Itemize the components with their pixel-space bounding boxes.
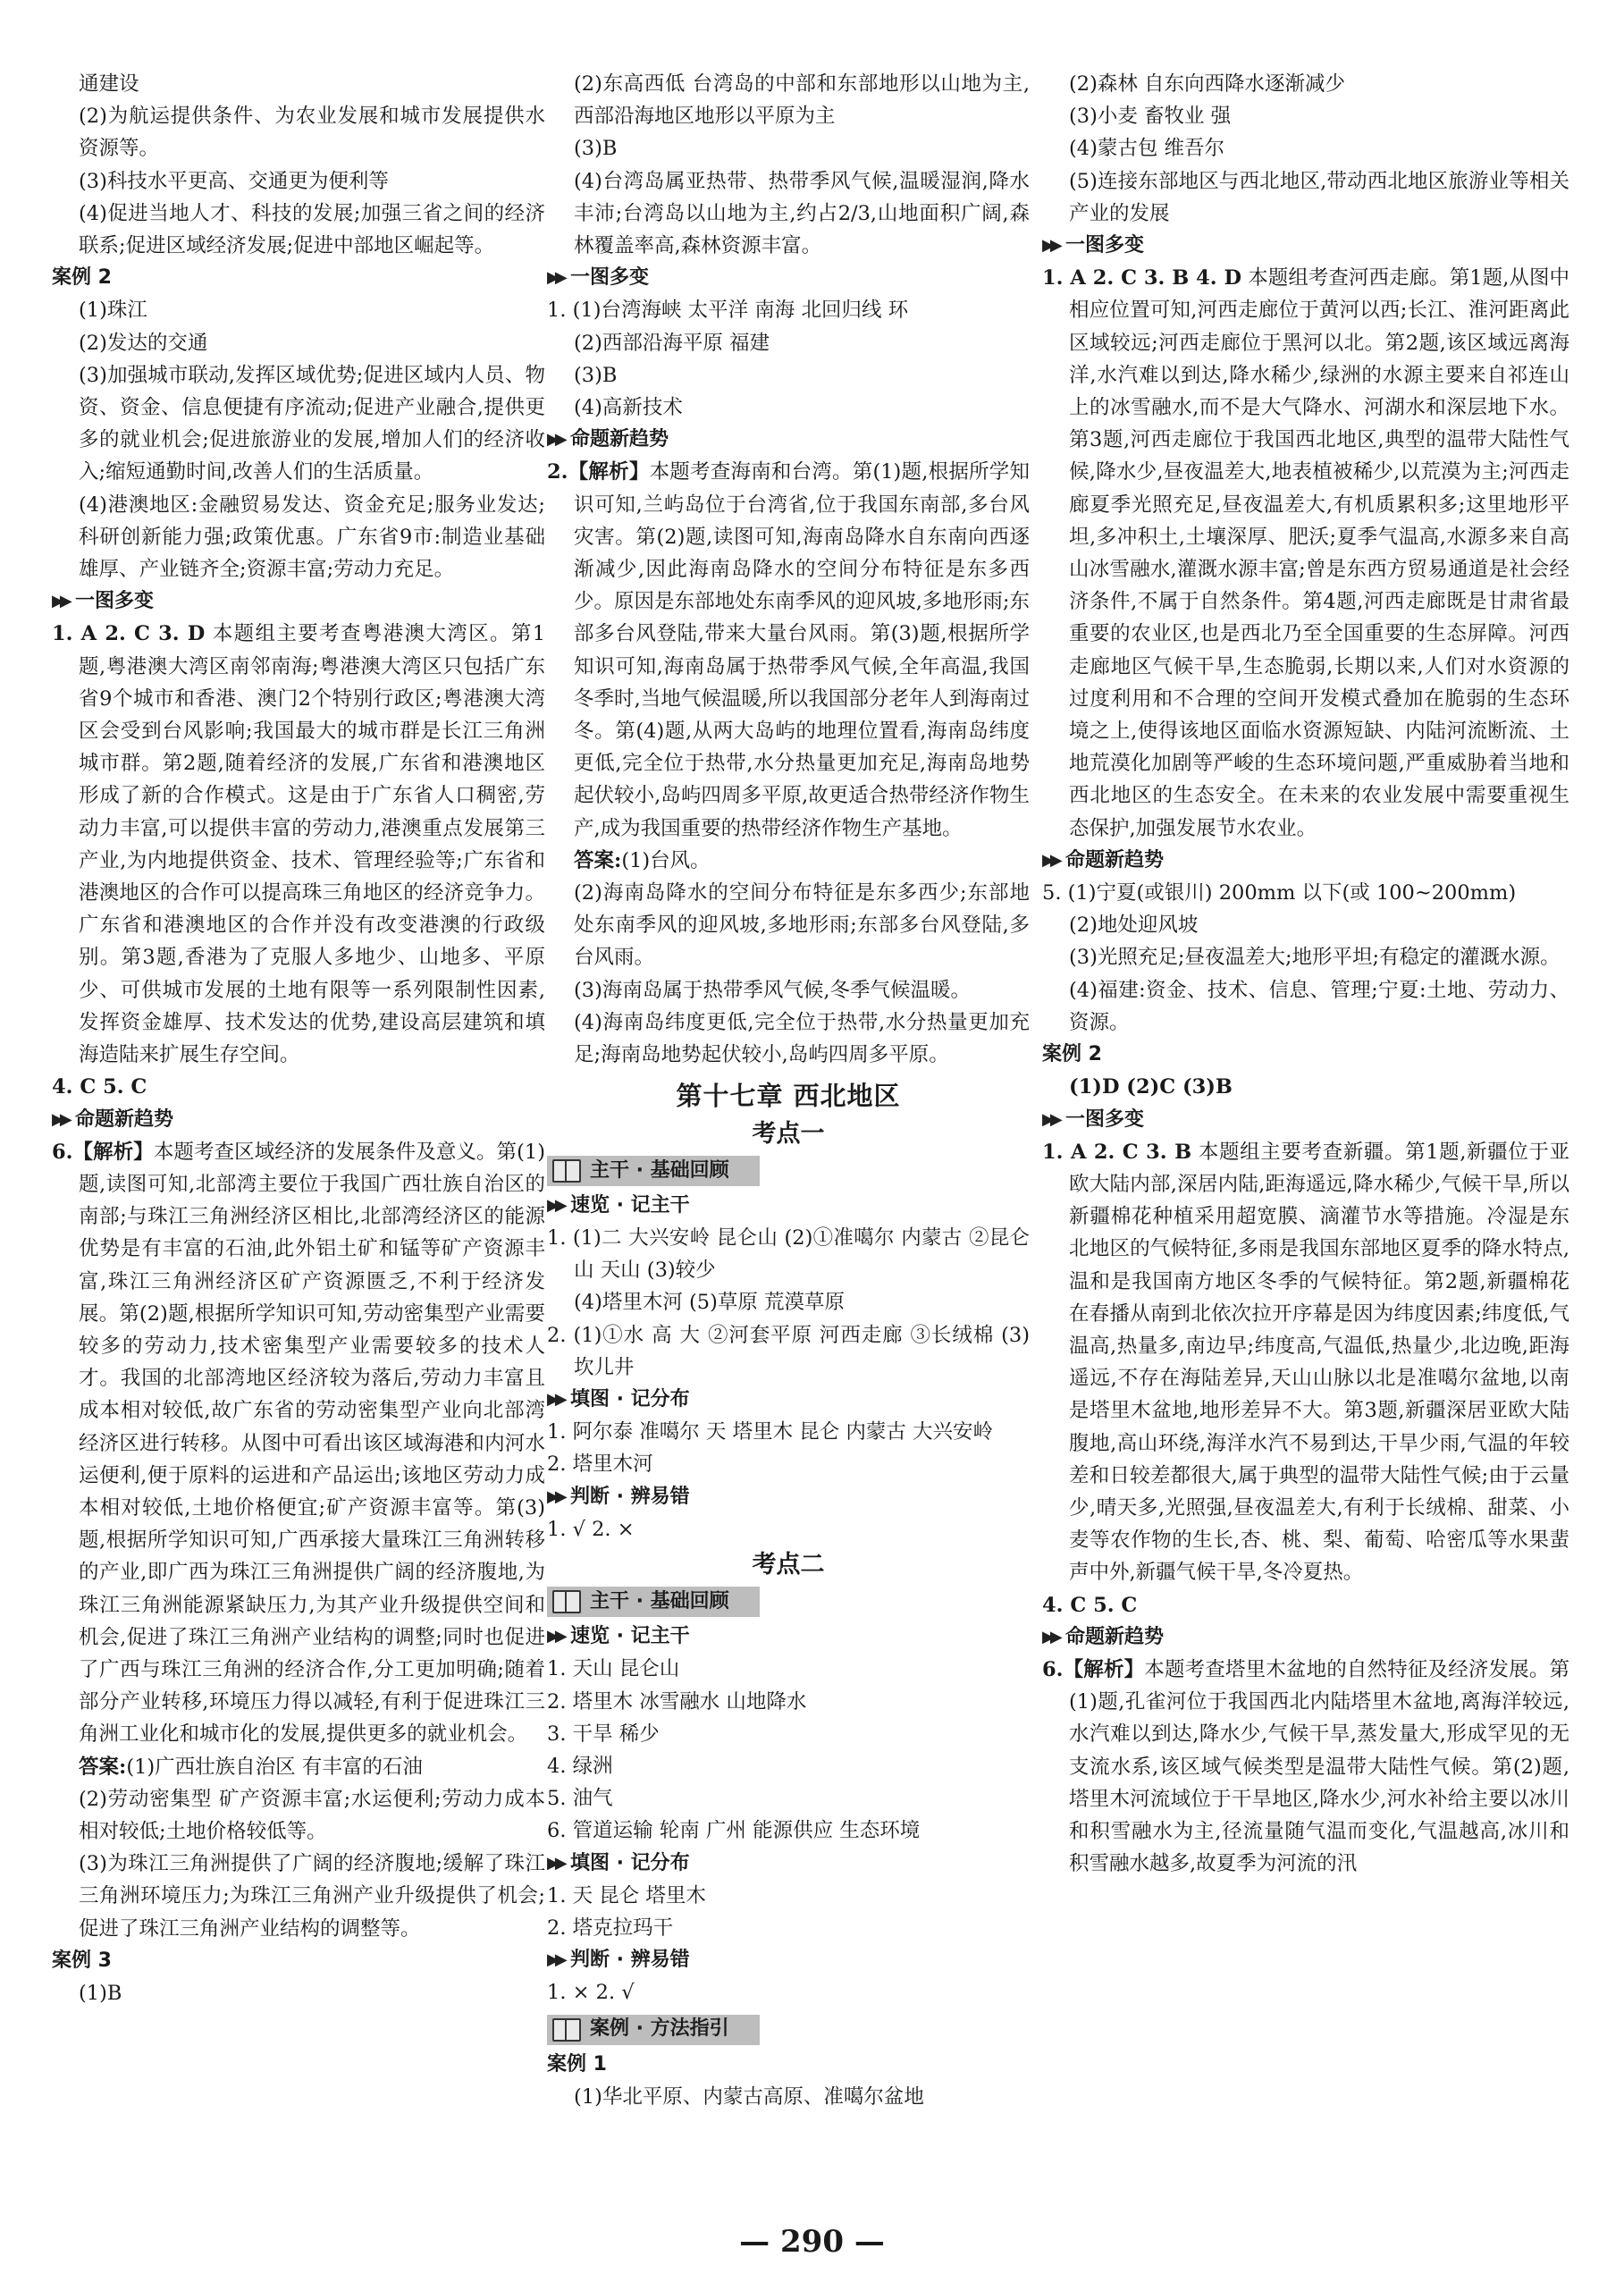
text-line: (4)海南岛纬度更低,完全位于热带,水分热量更加充足;海南岛地势起伏较小,岛屿四周多平原。	[574, 1010, 1030, 1067]
text-line: (5)连接东部地区与西北地区,带动西北地区旅游业等相关产业的发展	[1069, 169, 1569, 225]
double-arrow-icon: ▶▶	[52, 1109, 68, 1129]
answer-item: 1. (1)台湾海峡 太平洋 南海 北回归线 环	[547, 299, 909, 323]
text-line: (3)为珠江三角洲提供了广阔的经济腹地;缓解了珠江三角洲环境压力;为珠江三角洲产业升级提供了机会;促进了珠江三角洲产业结构的调整等。	[79, 1852, 545, 1941]
text-line: (2)发达的交通	[79, 331, 208, 355]
book-icon	[552, 2018, 581, 2042]
section-heading: ▶▶ 填图 · 记分布	[547, 1848, 1030, 1880]
answer-item: 2. (1)①水 高 大 ②河套平原 河西走廊 ③长绒棉 (3)坎儿井	[547, 1323, 1030, 1379]
text-line: (4)塔里木河 (5)草原 荒漠草原	[574, 1291, 846, 1315]
answer-item: 答案:(1)广西壮族自治区 有丰富的石油	[79, 1755, 423, 1779]
double-arrow-icon: ▶▶	[547, 1389, 563, 1409]
text-line: (3)科技水平更高、交通更为便利等	[79, 169, 389, 193]
double-arrow-icon: ▶▶	[547, 1195, 563, 1215]
text-line: (2)西部沿海平原 福建	[574, 331, 770, 355]
double-arrow-icon: ▶▶	[1042, 850, 1058, 870]
book-icon	[552, 1590, 581, 1613]
case-heading: 案例 1	[547, 2052, 607, 2076]
text-line: (2)为航运提供条件、为农业发展和城市发展提供水资源等。	[79, 105, 545, 161]
answer-item: 2.【解析】本题考查海南和台湾。第(1)题,根据所学知识可知,兰屿岛位于台湾省,位于我国东南部,多台风灾害。第(2)题,读图可知,海南岛降水自东南向西逐渐减少,因此海南岛降水的空间分布特征是东多西少。原因是东部地处东南季风的迎风坡,多地形雨;东部多台风登陆,带来大量台风雨。第(3)题,根据所学知识可知,海南岛属于热带季风气候,全年高温,我国冬季时,当地气候温暖,所以我国部分老年人到海南过冬。第(4)题,从两大岛屿的地理位置看,海南岛纬度更低,完全位于热带,水分热量更加充足,海南岛地势起伏较小,岛屿四周多平原,故更适合热带经济作物生产,成为我国重要的热带经济作物生产基地。	[547, 460, 1030, 840]
book-icon	[552, 1159, 581, 1183]
answer-item: 1. A 2. C 3. B 本题组主要考查新疆。第1题,新疆位于亚欧大陆内部,深居内陆,距海遥远,降水稀少,气候干旱,所以新疆棉花种植采用超宽膜、滴灌节水等措施。冷湿是东北地区的气候特征,多雨是我国东部地区夏季的降水特点,温和是我国南方地区冬季的气候特征。第2题,新疆棉花在春播从南到北依次拉开序幕是因为纬度因素;纬度低,气温高,热量多,南边早;纬度高,气温低,热量少,北边晚,距海遥远,不存在海陆差异,天山山脉以北是准噶尔盆地,以南是塔里木盆地,地形差异不大。第3题,新疆深居亚欧大陆腹地,高山环绕,海洋水汽不易到达,干旱少雨,气温的年较差和日较差都很大,属于典型的温带大陆性气候;由于云量少,晴天多,光照强,昼夜温差大,有利于长绒棉、甜菜、小麦等农作物的生长,杏、桃、梨、葡萄、哈密瓜等水果蜚声中外,新疆气候干旱,冬冷夏热。	[1042, 1140, 1570, 1585]
kaodian-title: 考点二	[752, 1550, 825, 1579]
text-line: (1)B	[79, 1981, 122, 2005]
text-line: (2)地处迎风坡	[1069, 914, 1199, 938]
answer-item: 1. × 2. √	[547, 1981, 635, 2005]
case-heading: 案例 3	[52, 1949, 112, 1972]
section-heading: ▶▶ 一图多变	[52, 585, 545, 618]
text-line: (3)小麦 畜牧业 强	[1069, 105, 1232, 129]
double-arrow-icon: ▶▶	[1042, 236, 1058, 256]
double-arrow-icon: ▶▶	[547, 268, 563, 288]
section-heading: ▶▶ 命题新趋势	[547, 424, 1030, 456]
section-banner: 案例 · 方法指引	[547, 2015, 1030, 2045]
answer-item: 4. C 5. C	[52, 1075, 147, 1099]
double-arrow-icon: ▶▶	[52, 592, 68, 611]
section-heading: ▶▶ 一图多变	[547, 262, 1030, 294]
text-line: (3)B	[574, 363, 618, 387]
answer-item: 6. 管道运输 轮南 广州 能源供应 生态环境	[547, 1819, 921, 1843]
double-arrow-icon: ▶▶	[547, 1950, 563, 1970]
section-heading: ▶▶ 速览 · 记主干	[547, 1621, 1030, 1653]
answer-item: 2. 塔里木 冰雪融水 山地降水	[547, 1689, 807, 1714]
section-heading: ▶▶ 命题新趋势	[52, 1104, 545, 1136]
section-heading: ▶▶ 判断 · 辨易错	[547, 1481, 1030, 1513]
text-line: (4)港澳地区:金融贸易发达、资金充足;服务业发达;科研创新能力强;政策优惠。广东省9市:制造业基础雄厚、产业链齐全;资源丰富;劳动力充足。	[79, 493, 545, 582]
text-line: (4)蒙古包 维吾尔	[1069, 137, 1225, 161]
answer-item: 4. 绿洲	[547, 1754, 613, 1778]
section-heading: ▶▶ 命题新趋势	[1042, 1621, 1569, 1654]
section-banner: 主干 · 基础回顾	[547, 1156, 1030, 1186]
answer-item: 1. A 2. C 3. B 4. D 本题组考查河西走廊。第1题,从图中相应位置可知,河西走廊位于黄河以西;长江、淮河距离此区域较远;河西走廊位于黑河以北。第2题,该区域远离海洋,水汽难以到达,降水稀少,绿洲的水源主要来自祁连山上的冰雪融水,而不是大气降水、河湖水和深层地下水。第3题,河西走廊位于我国西北地区,典型的温带大陆性气候,降水少,昼夜温差大,地表植被稀少,以荒漠为主;河西走廊夏季光照充足,昼夜温差大,有机质累积多;这里地形平坦,多冲积土,土壤深厚、肥沃;夏季气温高,水源多来自高山冰雪融水,灌溉水源丰富;曾是东西方贸易通道是社会经济条件,不属于自然条件。第4题,河西走廊既是甘肃省最重要的农业区,也是西北乃至全国重要的生态屏障。河西走廊地区气候干旱,生态脆弱,长期以来,人们对水资源的过度利用和不合理的空间开发模式叠加在脆弱的生态环境之上,使得该地区面临水资源短缺、内陆河流断流、土地荒漠化加剧等严峻的生态环境问题,严重威胁着当地和西北地区的生态安全。在未来的农业发展中需要重视生态保护,加强发展节水农业。	[1042, 266, 1569, 840]
section-heading: ▶▶ 一图多变	[1042, 1104, 1569, 1136]
case-heading: 案例 2	[52, 266, 112, 290]
double-arrow-icon: ▶▶	[1042, 1627, 1058, 1646]
answer-item: 2. 塔里木河	[547, 1453, 653, 1477]
text-line: (1)华北平原、内蒙古高原、准噶尔盆地	[574, 2084, 924, 2109]
double-arrow-icon: ▶▶	[547, 1627, 563, 1646]
answer-item: 5. (1)宁夏(或银川) 200mm 以下(或 100~200mm)	[1042, 881, 1517, 905]
text-line: (3)B	[574, 137, 618, 161]
column-right	[1042, 68, 1569, 1880]
text-line: (4)台湾岛属亚热带、热带季风气候,温暖湿润,降水丰沛;台湾岛以山地为主,约占2/3,山地面积广阔,森林覆盖率高,森林资源丰富。	[574, 169, 1030, 258]
column-middle	[547, 68, 1030, 2113]
kaodian-title: 考点一	[752, 1119, 825, 1148]
double-arrow-icon: ▶▶	[547, 1486, 563, 1506]
answer-item: 1. 阿尔泰 准噶尔 天 塔里木 昆仑 内蒙古 大兴安岭	[547, 1420, 994, 1444]
text-line: (1)珠江	[79, 299, 147, 323]
text-line: (3)光照充足;昼夜温差大;地形平坦;有稳定的灌溉水源。	[1069, 946, 1561, 970]
text-line: (2)海南岛降水的空间分布特征是东多西少;东部地处东南季风的迎风坡,多地形雨;东部多台风登陆,多台风雨。	[574, 881, 1030, 970]
column-left	[52, 68, 545, 2009]
answer-item: 3. 干旱 稀少	[547, 1722, 660, 1746]
double-arrow-icon: ▶▶	[547, 430, 563, 450]
answer-item: 6.【解析】本题考查塔里木盆地的自然特征及经济发展。第(1)题,孔雀河位于我国西北内陆塔里木盆地,离海洋较远,水汽难以到达,降水少,气候干旱,蒸发量大,形成罕见的无支流水系,该区域气候类型是温带大陆性气候。第(2)题,塔里木河流域位于干旱地区,降水少,河水补给主要以冰川和积雪融水为主,径流量随气温而变化,气温越高,冰川和积雪融水越多,故夏季为河流的汛	[1042, 1657, 1569, 1876]
answer-item: 1. A 2. C 3. D 本题组主要考查粤港澳大湾区。第1题,粤港澳大湾区南邻南海;粤港澳大湾区只包括广东省9个城市和香港、澳门2个特别行政区;粤港澳大湾区会受到台风影响;我国最大的城市群是长江三角洲城市群。第2题,随着经济的发展,广东省和港澳地区形成了新的合作模式。这是由于广东省人口稠密,劳动力丰富,可以提供丰富的劳动力,港澳重点发展第三产业,为内地提供资金、技术、管理经验等;广东省和港澳地区的合作可以提高珠三角地区的经济竞争力。广东省和港澳地区的合作并没有改变港澳的行政级别。第3题,香港为了克服人多地少、山地多、平原少、可供城市发展的土地有限等一系列限制性因素,发挥资金雄厚、技术发达的优势,建设高层建筑和填海造陆来扩展生存空间。	[52, 622, 546, 1067]
double-arrow-icon: ▶▶	[547, 1853, 563, 1873]
answer-item: 6.【解析】本题考查区域经济的发展条件及意义。第(1)题,读图可知,北部湾主要位于我国广西壮族自治区的南部;与珠江三角洲经济区相比,北部湾经济区的能源优势是有丰富的石油,此外铝土矿和锰等矿产资源丰富,珠江三角洲经济区矿产资源匮乏,不利于经济发展。第(2)题,根据所学知识可知,劳动密集型产业需要较多的劳动力,技术密集型产业需要较多的技术人才。我国的北部湾地区经济较为落后,劳动力丰富且成本相对较低,故广东省的劳动密集型产业向北部湾经济区进行转移。从图中可看出该区域海港和内河水运便利,便于原料的运进和产品运出;该地区劳动力成本相对较低,土地价格便宜;矿产资源丰富等。第(3)题,根据所学知识可知,广西承接大量珠江三角洲转移的产业,即广西为珠江三角洲提供广阔的经济腹地,为珠江三角洲能源紧缺压力,为其产业升级提供空间和机会,促进了珠江三角洲产业结构的调整;同时也促进了广西与珠江三角洲的经济合作,分工更加明确;随着部分产业转移,环境压力得以减轻,有利于促进珠江三角洲工业化和城市化的发展,提供更多的就业机会。	[52, 1140, 545, 1747]
text-line: (4)福建:资金、技术、信息、管理;宁夏:土地、劳动力、资源。	[1069, 978, 1569, 1034]
text-line: (1)D (2)C (3)B	[1069, 1075, 1233, 1099]
case-heading: 案例 2	[1042, 1043, 1102, 1066]
answer-item: 1. (1)二 大兴安岭 昆仑山 (2)①准噶尔 内蒙古 ②昆仑山 天山 (3)较少	[547, 1225, 1030, 1283]
text-line: (2)东高西低 台湾岛的中部和东部地形以山地为主,西部沿海地区地形以平原为主	[574, 72, 1030, 129]
double-arrow-icon: ▶▶	[1042, 1109, 1058, 1129]
text-line: (3)加强城市联动,发挥区域优势;促进区域内人员、物资、资金、信息便捷有序流动;促进产业融合,提供更多的就业机会;促进旅游业的发展,增加人们的经济收入;缩短通勤时间,改善人们的生活质量。	[79, 363, 545, 484]
answer-item: 5. 油气	[547, 1787, 613, 1811]
text-line: (4)促进当地人才、科技的发展;加强三省之间的经济联系;促进区域经济发展;促进中部地区崛起等。	[79, 201, 545, 258]
section-heading: ▶▶ 命题新趋势	[1042, 845, 1569, 877]
section-heading: ▶▶ 速览 · 记主干	[547, 1190, 1030, 1222]
answer-item: 答案:(1)台风。	[574, 848, 711, 872]
chapter-title: 第十七章 西北地区	[676, 1081, 901, 1112]
answer-item: 1. 天 昆仑 塔里木	[547, 1883, 706, 1907]
answer-item: 1. 天山 昆仑山	[547, 1657, 680, 1681]
answer-item: 4. C 5. C	[1042, 1593, 1138, 1617]
section-heading: ▶▶ 一图多变	[1042, 230, 1569, 262]
text-line: (2)森林 自东向西降水逐渐减少	[1069, 72, 1346, 96]
section-heading: ▶▶ 判断 · 辨易错	[547, 1944, 1030, 1976]
text-line: (2)劳动密集型 矿产资源丰富;水运便利;劳动力成本相对较低;土地价格较低等。	[79, 1787, 545, 1843]
text-line: (4)高新技术	[574, 396, 683, 420]
section-heading: ▶▶ 填图 · 记分布	[547, 1384, 1030, 1416]
answer-item: 1. √ 2. ×	[547, 1517, 635, 1541]
page-number: — 290 —	[739, 2224, 885, 2260]
answer-item: 2. 塔克拉玛干	[547, 1916, 674, 1940]
section-banner: 主干 · 基础回顾	[547, 1587, 1030, 1617]
text-line: 通建设	[79, 72, 139, 96]
text-line: (3)海南岛属于热带季风气候,冬季气候温暖。	[574, 978, 972, 1002]
